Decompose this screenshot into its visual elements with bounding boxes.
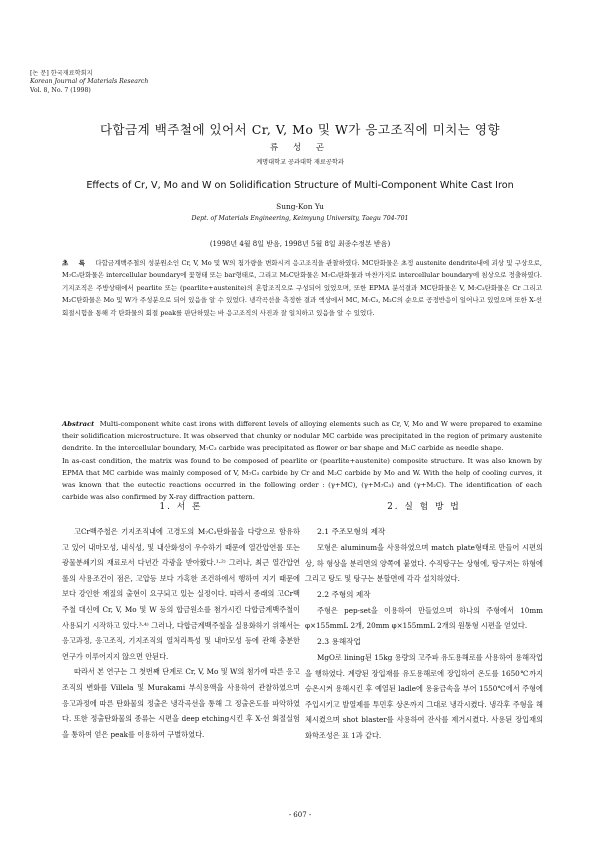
abstract-english-para-2: In as-cast condition, the matrix was found to be composed of pearlite or (pearlite+austenite) composite structure. It was also known by EPMA that MC carbide was mainly composed of V, M₇C₃ carbide by Cr and M₂C carbide by Mo and W. With the help of cooling curves, it was known that the eutectic reactions occurred in the following order : (γ+MC), (γ+M₇C₃) and (γ+M₂C). The identification of each carbide was also confirmed by X-ray diffraction pattern. (62, 456, 542, 502)
journal-header (30, 70, 148, 95)
abstract-english-label: Abstract (62, 420, 95, 428)
page-number: - 607 - (288, 811, 312, 819)
section-heading-methods: 2. 실 험 방 법 (387, 502, 461, 512)
intro-paragraph-2: 따라서 본 연구는 그 첫번째 단계로 Cr, V, Mo 및 W의 첨가에 따른 응고조직의 변화를 Villela 및 Murakami 부식용액을 사용하여 관찰하였으며 응고과정에 따른 탄화물의 정출은 냉각곡선을 통해 그 정출온도를 파악하였다. 또한 정출탄화물의 종류는 시편을 deep etching시킨 후 X-선 회절실험을 통하여 얻은 peak를 이용하여 구별하였다. (62, 667, 300, 739)
abstract-english (62, 418, 542, 503)
subsection-text-2-1: 모형은 aluminum을 사용하였으며 match plate형태로 만들어 시편의 상, 하 형상을 분리면의 양쪽에 붙였다. 수직탕구는 상형에, 탕구저는 하형에 그리고 탕도 및 탕구는 분할면에 각각 설치하였다. (305, 543, 543, 584)
abstract-english-text-1: Multi-component white cast irons with different levels of alloying elements such as Cr, V, Mo and W were prepared to examine their solidification microstructure. It was observed that chunky or nodular MC carbide was precipitated in the region of primary austenite dendrite. In the intercellular boundary, M₇C₃ carbide was precipitated as flower or bar shape and M₂C carbide as needle shape. (62, 420, 542, 453)
title-korean: 다합금계 백주철에 있어서 Cr, V, Mo 및 W가 응고조직에 미치는 영향 (99, 122, 501, 137)
subsection-text-2-2: 주형은 pep-set을 이용하여 만들었으며 하나의 주형에서 10mm φ×155mmL 2개, 20mm φ×155mmL 2개의 원통형 시편을 얻었다. (305, 605, 543, 631)
journal-volume: Vol. 8, No. 7 (1998) (30, 86, 91, 94)
subsection-heading-2-2: 2.2 주형의 제작 (317, 589, 371, 599)
author-korean: 류 성 곤 (269, 143, 331, 153)
journal-name-en: Korean Journal of Materials Research (30, 78, 149, 86)
author-english: Sung-Kon Yu (276, 202, 324, 211)
intro-paragraph-1: 고Cr백주철은 기지조직내에 고경도의 M₇C₃탄화물을 다량으로 함유하고 있어 내마모성, 내식성, 및 내산화성이 우수하기 때문에 열간압연롤 또는 광물분쇄기의 재료로서 다년간 각광을 받아왔다.¹·²⁾ 그러나, 최근 열간압연롤의 사용조건이 점은, 고압등 보다 가혹한 조건하에서 행하여 지기 때문에 보다 강인한 재질의 출현이 요구되고 있는 실정이다. 따라서 종래의 고Cr백주철 대신에 Cr, V, Mo 및 W 등의 합금원소를 첨가시킨 다합금계백주철이 사용되기 시작하고 있다.³·⁴⁾ 그러나, 다합금계백주철을 실용화하기 위해서는 응고과정, 응고조직, 기지조직의 열처리특성 및 내마모성 등에 관해 충분한 연구가 이루어지지 않으면 안된다. (62, 527, 300, 661)
received-dates: (1998년 4월 8일 받음, 1998년 5월 8일 최종수정본 받음) (209, 240, 391, 248)
section-heading-introduction: 1. 서 론 (159, 502, 203, 512)
journal-name-ko: [논 문] 한국재료학회지 (30, 70, 93, 77)
subsection-text-2-3: MgO로 lining된 15kg 용량의 고주파 유도용해로를 사용하여 용해작업을 행하였다. 계량된 장입재를 유도용해로에 장입하여 온도를 1650℃까지 승온시켜 용해시킨 후 예열된 ladle에 용융금속을 부어 1550℃에서 주형에 주입시키고 발열제를 투민후 상온까지 그대로 냉각시켰다. 냉각후 주형을 해체시켰으며 shot blaster를 사용하여 잔사를 제거시켰다. 사용된 장입재의 화학조성은 표 1과 같다. (305, 652, 543, 740)
affiliation-korean: 계명대학교 공과대학 재료공학과 (256, 159, 344, 166)
title-english: Effects of Cr, V, Mo and W on Solidification Structure of Multi-Component White Cast Iron (86, 180, 514, 191)
column-left (62, 500, 300, 742)
abstract-korean-label: 초 록 (62, 259, 90, 267)
abstract-english-para-1 (62, 418, 542, 455)
subsection-heading-2-3: 2.3 용해작업 (317, 636, 361, 646)
column-right (305, 500, 543, 744)
abstract-korean-text: 다합금계백주철의 성분원소인 Cr, V, Mo 및 W의 첨가량을 변화시켜 응고조직을 관찰하였다. MC탄화물은 초정 austenite dendrite내에 괴상 및 구상으로, M₇C₃탄화물은 intercellular boundary에 꽃형태 또는 bar형태로, 그리고 M₂C탄화물은 M₇C₃탄화물과 마찬가지로 intercellular boundary에 침상으로 정출하였다. 기지조직은 주방상태에서 pearlite 또는 (pearlite+austenite)의 혼합조직으로 구성되어 있었으며, 또한 EPMA 분석결과 MC탄화물은 V, M₇C₃탄화물은 Cr 그리고 M₂C탄화물은 Mo 및 W가 주성분으로 되어 있음을 알 수 있었다. 냉각곡선을 측정한 결과 액상에서 MC, M₇C₃, M₂C의 순으로 공정반응이 일어나고 있었으며 또한 X-선 회절시험을 통해 각 탄화물의 회절 peak를 판단하였는 바 응고조직의 사진과 잘 일치하고 있음을 알 수 있었다. (62, 259, 542, 317)
abstract-korean (62, 257, 542, 319)
subsection-heading-2-1: 2.1 주조모형의 제작 (317, 527, 386, 536)
affiliation-english: Dept. of Materials Engineering, Keimyung University, Taegu 704-701 (191, 215, 409, 222)
